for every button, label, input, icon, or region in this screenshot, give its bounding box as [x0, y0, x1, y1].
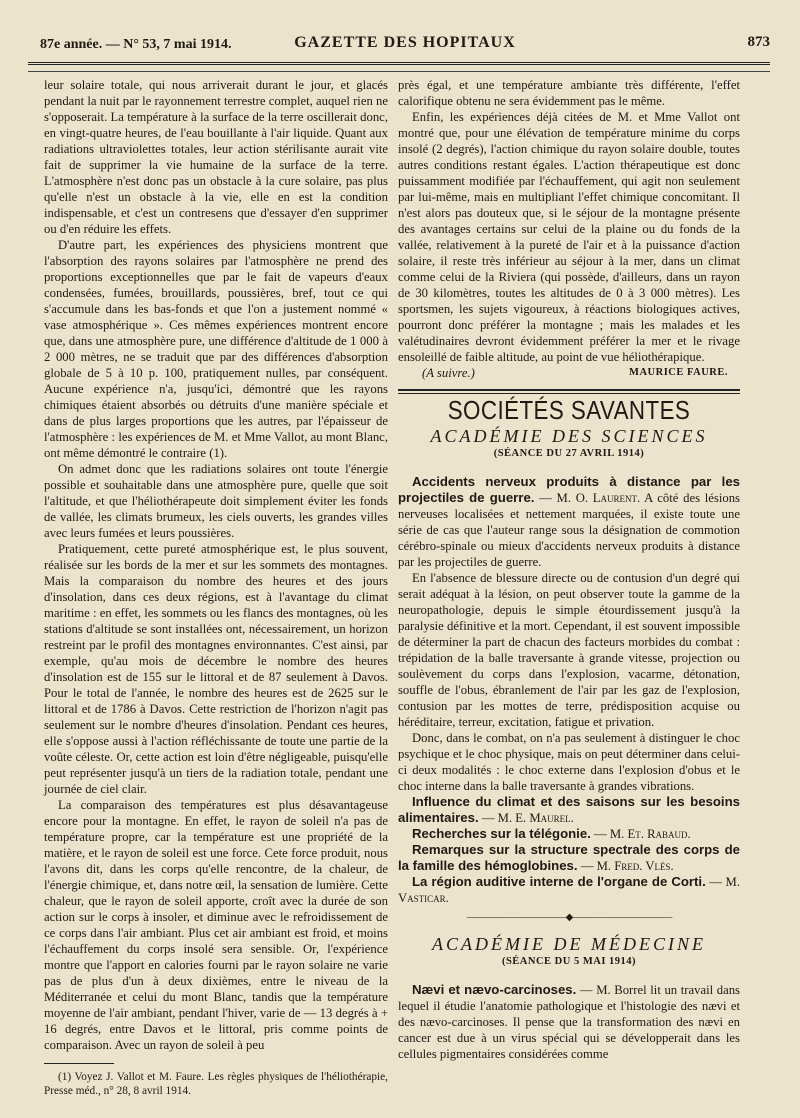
- paragraph: En l'absence de blessure directe ou de contusion d'un degré qui serait adéquat à la lésion, on peut observer toute la gamme de la neuropathologie, depuis le simple étourdissement jusqu'à la paralysie définitive et la mort. Cependant, il est souvent impossible de déterminer la part de chacun des facteurs morbides du combat : trépidation de la balle traversante à grande vitesse, projection ou soulèvement du corps dans l'explosion, vacarme, détonation, souffle de l'obus, ébranlement de l'air par les gaz de l'explosion, contusion par les mottes de terre, prédisposition acquise ou héréditaire, terreur, excitation, fatigue et privation.: [398, 571, 740, 729]
- paragraph: leur solaire totale, qui nous arriverait durant le jour, et glacés pendant la nuit par le rayonnement terrestre complet, auquel rien ne s'opposerait. La température à la surface de la terre oscillerait donc, en vingt-quatre heures, de l'eau bouillante à l'air liquide. Quant aux radiations ultraviolettes totales, leur action stérilisante aurait vite fait de supprimer la vie humaine de la surface de la terre. L'atmosphère n'est donc pas un obstacle à la cure solaire, pas plus qu'elle n'est un obstacle à la vie, elle en est la condition indispensable, et c'est un contresens que d'essayer d'en supprimer ou d'en réduire les effets.: [44, 78, 388, 236]
- paragraph: D'autre part, les expériences des physiciens montrent que l'absorption des rayons solaires par l'atmosphère ne prend des proportions exceptionnelles que par le fait de vapeurs d'eaux condensées, fumées, brouillards, poussières, bref, tout ce qui s'accumule dans les bas-fonds et que l'on a justement nommé « vase atmosphérique ». Ces mêmes expériences montrent encore que, dans une atmosphère pure, une différence d'altitude de 1 000 à 2 000 mètres, ne se traduit que par des différences d'absorption globale de 5 à 10 p. 100, pratiquement nulles, par conséquent. Aucune expérience n'a, jusqu'ici, démontré que les rayons chimiques étaient absorbés ou détruits d'une manière spéciale et dans de plus larges proportions que les autres, par l'épaisseur de l'atmosphère : les expériences de M. et Mme Vallot, au mont Blanc, ont même démontré le contraire (1).: [44, 238, 388, 460]
- author-signature: MAURICE FAURE.: [629, 367, 728, 378]
- article-author: — M. Fred. Vlès.: [577, 859, 674, 873]
- article-body: A côté des lésions nerveuses localisées et nettement marquées, il existe toute une série de cas que l'auteur range sous la désignation de commotion cérébro-spinale ou mieux d'accidents nerveux produits à distance par les projectiles de guerre.: [398, 491, 740, 569]
- footnote-rule: [44, 1063, 114, 1064]
- academy-medicine-date: (SÉANCE DU 5 MAI 1914): [501, 956, 637, 967]
- signature-line: [398, 365, 740, 381]
- article-author: — M. Vasticar.: [398, 875, 740, 905]
- article: [398, 794, 740, 826]
- paragraph: Donc, dans le combat, on n'a pas seulement à distinguer le choc psychique et le choc physique, mais on peut déterminer dans celui-ci deux modalités : le choc externe dans l'explosion d'obus et le choc interne dans la balle traversante à grandes vibrations.: [398, 731, 740, 793]
- journal-title: GAZETTE DES HOPITAUX: [294, 34, 516, 51]
- academy-sciences-date: (SÉANCE DU 27 AVRIL 1914): [493, 448, 645, 459]
- footnote: (1) Voyez J. Vallot et M. Faure. Les règles physiques de l'héliothérapie, Presse méd., n° 28, 8 avril 1914.: [44, 1071, 388, 1097]
- page-number: 873: [747, 34, 770, 50]
- left-column: [44, 77, 388, 1098]
- article-body: — M. Borrel lit un travail dans lequel il étudie l'anatomie pathologique et l'histologie des nævi et des nævo-carcinoses. Il pense que la transformation des nævi en cancer est due à un virus spécial qui se développerait dans les cellules pigmentaires considérées comme: [398, 983, 740, 1061]
- header-rule: [28, 62, 770, 65]
- paragraph: Enfin, les expériences déjà citées de M. et Mme Vallot ont montré que, pour une élévation de température minime du corps insolé (2 degrés), l'action chimique du rayon solaire double, toutes autres conditions restant égales. L'action thérapeutique est donc puissamment modifiée par l'échauffement, qui agit non seulement par lui-même, mais en multipliant l'effet chimique concomitant. Il n'est alors pas douteux que, si le séjour de la montagne présente des avantages certains sur celui de la plaine ou du fonds de la vallée, relativement à la pureté de l'air et à la puissance d'action solaire, il reste très inférieur au séjour à la mer, dans un climat comme celui de la Riviera (qui possède, d'ailleurs, dans un rayon de 30 kilomètres, toutes les altitudes de 0 à 3 000 mètres). Les sportsmen, les sujets vigoureux, à réactions biologiques actives, pourront donc préférer la montagne ; mais les malades et les valétudinaires devront évidemment préférer la mer et le rivage ensoleillé de faible altitude, au point de vue héliothérapique.: [398, 110, 740, 364]
- section-title: SOCIÉTÉS SAVANTES: [447, 395, 691, 425]
- issue-info: 87e année. — N° 53, 7 mai 1914.: [40, 37, 232, 52]
- article-author: — M. O. Laurent.: [534, 491, 641, 505]
- article-author: — M. Et. Rabaud.: [590, 827, 691, 841]
- article-heading: Accidents nerveux produits à distance par les projectiles de guerre.: [398, 474, 740, 505]
- paragraph: La comparaison des températures est plus désavantageuse encore pour la montagne. En effet, le rayon de soleil n'a pas de température propre, car la température est une propriété de la matière, et le rayon de soleil est une force. Cete force produit, nous l'avons dit, dans les corps qu'elle rencontre, de la chaleur, de l'énergie chimique, et, dans notre œil, la sensation de lumière. Cette chaleur, que le rayon de soleil apporte, croît avec la durée de son action sur le corps à insoler, et diminue avec le refroidissement de ce corps dans l'air ambiant. Plus cet air ambiant est froid, et moins l'échauffement du corps insolé sera sensible. Or, l'expérience montre que l'apport en calories fourni par le rayon solaire ne varie pas de plus d'un à deux dixièmes, entre le niveau de la Méditerranée et celui du mont Blanc, tandis que la température moyenne de l'air ambiant, pendant l'hiver, varie de — 13 degrés à + 16 degrés, entre Davos et le littoral, pris comme points de comparaison. Avec un rayon de soleil à peu: [44, 798, 388, 1052]
- to-follow: (A suivre.): [422, 366, 475, 380]
- article: [398, 842, 740, 874]
- ornament-divider: ———————————◆———————————: [466, 912, 672, 923]
- page-header: [40, 34, 770, 56]
- article: [398, 982, 740, 1062]
- academy-medicine-title: ACADÉMIE DE MÉDECINE: [432, 934, 706, 954]
- right-column: [398, 77, 740, 1062]
- article-heading: Influence du climat et des saisons sur les besoins alimentaires.: [398, 794, 740, 825]
- article: [398, 826, 740, 842]
- article-heading: Remarques sur la structure spectrale des corps de la famille des hémoglobines.: [398, 842, 740, 873]
- article-heading: La région auditive interne de l'organe de Corti.: [412, 874, 706, 889]
- article: [398, 874, 740, 906]
- academy-sciences-title: ACADÉMIE DES SCIENCES: [430, 426, 708, 446]
- section-rule: [398, 389, 740, 391]
- paragraph: près égal, et une température ambiante très différente, l'effet calorifique obtenu ne sera évidemment pas le même.: [398, 78, 740, 108]
- header-rule-thin: [28, 71, 770, 72]
- article: [398, 474, 740, 570]
- article-author: — M. E. Maurel.: [478, 811, 574, 825]
- paragraph: Pratiquement, cette pureté atmosphérique est, le plus souvent, réalisée sur les bords de la mer et sur les sommets des montagnes. Mais la comparaison du nombre des heures et des jours d'insolation, dans ces deux régions, est à l'avantage du climat maritime : en effet, les sommets ou les flancs des montagnes, où les stations d'altitude se sont installées ont, nécessairement, un horizon restreint par le profil des montagnes environnantes. C'est ainsi, par exemple, qu'au mois de décembre le nombre des heures d'insolation est de 155 sur le littoral et de 87 seulement à Davos. Pour le total de l'année, le nombre des heures est de 2625 sur le littoral et de 1786 à Davos. Cette restriction de l'horizon n'agit pas seulement sur le nombre d'heures d'insolation. Pendant ces heures, elle s'oppose aussi à l'action réfléchissante de toute une partie de la voûte céleste. Or, cette action est loin d'être négligeable, puisqu'elle peut représenter jusqu'à un tiers de la radiation totale, pendant une journée de ciel clair.: [44, 542, 388, 796]
- article-heading: Recherches sur la télégonie.: [412, 826, 591, 841]
- section-rule-thin: [398, 393, 740, 394]
- paragraph: On admet donc que les radiations solaires ont toute l'énergie possible et souhaitable dans une atmosphère pure, quelle que soit l'altitude, et que l'héliothérapeute doit simplement éviter les fonds de vallée, les climats brumeux, les ciels ouverts, les grandes villes avec leurs fumées et leurs poussières.: [44, 462, 388, 540]
- article-heading: Nævi et nævo-carcinoses.: [412, 982, 577, 997]
